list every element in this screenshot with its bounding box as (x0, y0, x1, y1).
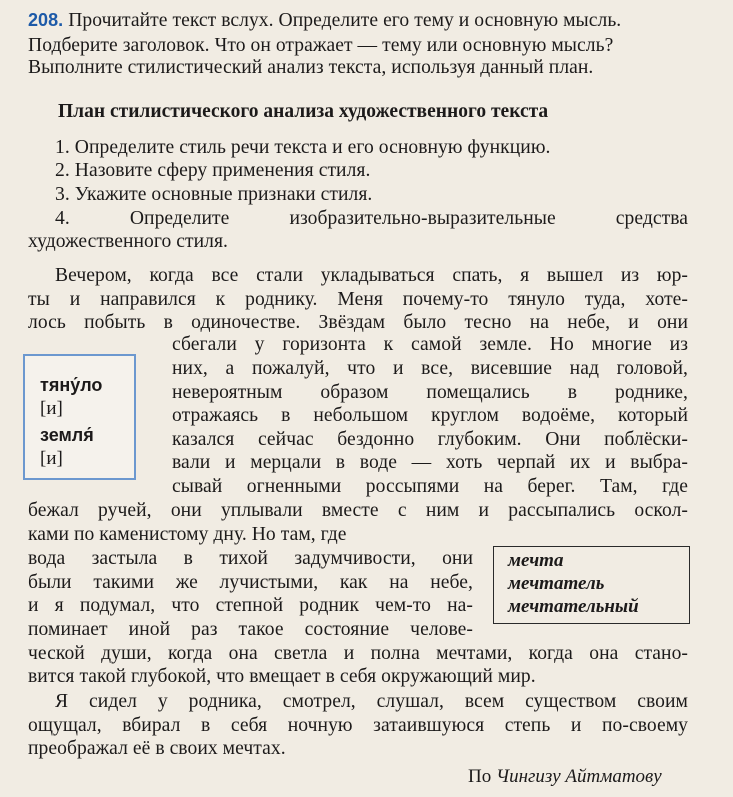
note-sound-1: [и] (40, 398, 63, 419)
text-line: ощущал, вбирал в себя ночную затаившуюся степь и по-своему (28, 715, 688, 736)
text-line: вали и мерцали в воде — хоть черпай их и выбра- (172, 452, 688, 473)
text-line: отражаясь в небольшом круглом водоёме, который (172, 405, 688, 426)
text-line: поминает иной раз такое состояние челове- (28, 619, 473, 640)
text-line: ками по каменистому дну. Но там, где (28, 524, 347, 545)
text-source (468, 766, 662, 788)
text-line: преображал её в своих мечтах. (28, 738, 286, 759)
source-author: Чингизу Айтматову (495, 766, 662, 787)
stress-note-box (23, 354, 136, 480)
plan-item-2: 2. Назовите сферу применения стиля. (55, 160, 371, 181)
text-line: ческой души, когда она светла и полна мечтами, когда она стано- (28, 643, 688, 664)
note-sound-2: [и] (40, 448, 63, 469)
note-word-2: земля́ (40, 425, 94, 445)
text-line: сывай огненными россыпями на берег. Там, где (172, 476, 688, 497)
text-line: сбегали у горизонта к самой земле. Но многие из (172, 334, 688, 355)
text-line: вода застыла в тихой задумчивости, они (28, 548, 473, 569)
task-number: 208. (28, 10, 64, 30)
plan-item-1: 1. Определите стиль речи текста и его основную функцию. (55, 137, 551, 158)
word-family-box (493, 546, 690, 624)
text-line: были такими же лучистыми, как на небе, (28, 572, 473, 593)
plan-item-3: 3. Укажите основные признаки стиля. (55, 184, 373, 205)
note-word-1: тяну́ло (40, 375, 103, 395)
word-family-item: мечта (508, 550, 564, 571)
word-family-item: мечтатель (508, 573, 605, 594)
text-line: невероятным образом помещались в роднике, (172, 382, 688, 403)
text-line: вится такой глубокой, что вмещает в себя окружающий мир. (28, 666, 536, 687)
plan-item-4: 4. Определите изобразительно-выразительные средства (55, 208, 688, 229)
text-line: них, а пожалуй, что и все, висевшие над головой, (172, 358, 688, 379)
text-line: лось побыть в одиночестве. Звёздам было тесно на небе, и они (28, 312, 688, 333)
task-line-2: Подберите заголовок. Что он отражает — тему или основную мысль? (28, 35, 614, 56)
source-prefix: По (468, 766, 492, 787)
text-line: бежал ручей, они уплывали вместе с ним и рассыпались оскол- (28, 500, 688, 521)
text-line: ты и направился к роднику. Меня почему-то тянуло туда, хоте- (28, 289, 688, 310)
plan-item-4-cont: художественного стиля. (28, 231, 228, 252)
text-line: Я сидел у родника, смотрел, слушал, всем существом своим (55, 691, 688, 712)
text-line: казался сейчас бездонно глубоким. Они поблёски- (172, 429, 688, 450)
plan-title: План стилистического анализа художественного текста (58, 101, 549, 122)
task-text-1: Прочитайте текст вслух. Определите его тему и основную мысль. (68, 10, 622, 31)
task-line-3: Выполните стилистический анализ текста, используя данный план. (28, 57, 594, 78)
text-line: и я подумал, что степной родник чем-то на- (28, 595, 473, 616)
text-line: Вечером, когда все стали укладываться спать, я вышел из юр- (55, 265, 688, 286)
word-family-item: мечтательный (508, 596, 639, 617)
task-line-1 (28, 9, 621, 32)
